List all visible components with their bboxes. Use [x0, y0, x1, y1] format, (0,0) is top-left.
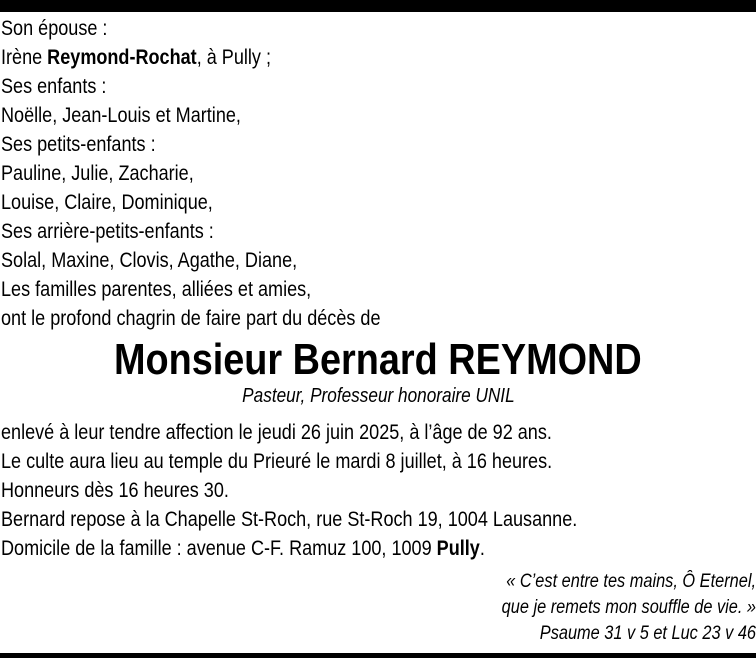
- home-prefix: Domicile de la famille : avenue C-F. Ramuz 100, 1009: [1, 537, 437, 560]
- grandchildren-heading: Ses petits-enfants :: [1, 133, 156, 156]
- quote-line-2: que je remets mon souffle de vie. »: [501, 597, 756, 618]
- deceased-title-text: Pasteur, Professeur honoraire UNIL: [241, 385, 515, 407]
- service-line: Le culte aura lieu au temple du Prieuré le mardi 8 juillet, à 16 heures.: [1, 450, 553, 473]
- relatives-list: [1, 14, 741, 333]
- home-city: Pully: [436, 537, 480, 560]
- home-suffix: .: [479, 537, 485, 560]
- funeral-details: [1, 418, 741, 563]
- bible-quote: [16, 569, 756, 647]
- wife-surname: Reymond-Rochat: [47, 46, 197, 69]
- deceased-name-text: Monsieur Bernard REYMOND: [114, 335, 642, 384]
- great-grandchildren-names: Solal, Maxine, Clovis, Agathe, Diane,: [1, 249, 298, 272]
- wife-suffix: , à Pully ;: [196, 46, 271, 69]
- announcement-line: ont le profond chagrin de faire part du décès de: [1, 307, 381, 330]
- passing-line: enlevé à leur tendre affection le jeudi 26 juin 2025, à l’âge de 92 ans.: [1, 421, 552, 444]
- grandchildren-names-2: Louise, Claire, Dominique,: [1, 191, 213, 214]
- children-names: Noëlle, Jean-Louis et Martine,: [1, 104, 241, 127]
- wife-prefix: Irène: [1, 46, 48, 69]
- children-heading: Ses enfants :: [1, 75, 107, 98]
- home-line: [1, 534, 637, 563]
- quote-reference: Psaume 31 v 5 et Luc 23 v 46: [539, 623, 756, 644]
- deceased-name: [0, 334, 756, 386]
- families-line: Les familles parentes, alliées et amies,: [1, 278, 312, 301]
- honours-line: Honneurs dès 16 heures 30.: [1, 479, 229, 502]
- resting-line: Bernard repose à la Chapelle St-Roch, rue St-Roch 19, 1004 Lausanne.: [1, 508, 578, 531]
- quote-line-1: « C’est entre tes mains, Ô Eternel,: [506, 571, 756, 592]
- deceased-title: [0, 383, 756, 409]
- bottom-border: [0, 653, 756, 658]
- top-border: [0, 0, 756, 12]
- great-grandchildren-heading: Ses arrière-petits-enfants :: [1, 220, 214, 243]
- grandchildren-names-1: Pauline, Julie, Zacharie,: [1, 162, 194, 185]
- wife-heading: Son épouse :: [1, 17, 108, 40]
- wife-line: [1, 43, 637, 72]
